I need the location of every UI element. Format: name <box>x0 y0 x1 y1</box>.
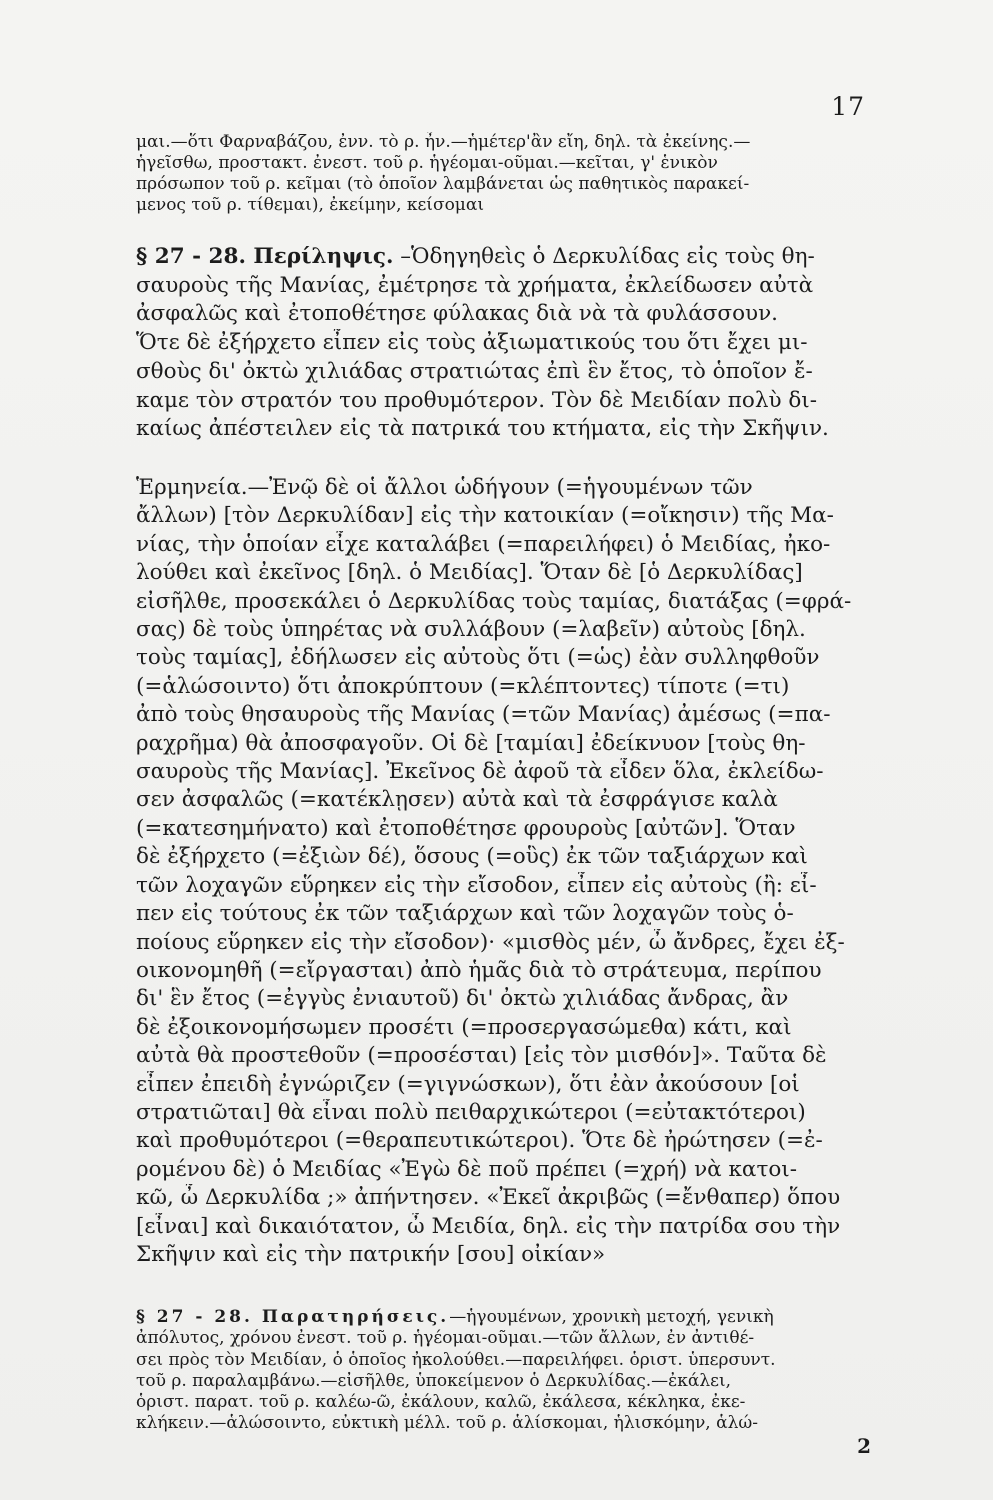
page-number: 17 <box>831 92 865 121</box>
interpretation-paragraph <box>136 474 898 1269</box>
text-line: Σκῆψιν καὶ εἰς τὴν πατρικήν [σου] οἰκίαν» <box>136 1241 606 1267</box>
text-line: ραχρῆμα) θὰ ἀποσφαγοῦν. Οἱ δὲ [ταμίαι] ἐδείκνυον [τοὺς θη- <box>136 730 806 756</box>
text-line: σαυροὺς τῆς Μανίας]. Ἐκεῖνος δὲ ἀφοῦ τὰ εἶδεν ὅλα, ἐκλείδω- <box>136 759 824 785</box>
text-line <box>136 243 898 272</box>
text-line: δὲ ἐξήρχετο (=ἐξιὼν δέ), ὅσους (=οὓς) ἐκ τῶν ταξιάρχων καὶ <box>136 844 808 870</box>
text-line: εἶπεν ἐπειδὴ ἐγνώριζεν (=γιγνώσκων), ὅτι ἐὰν ἀκούσουν [οἱ <box>136 1071 800 1097</box>
text-line: τῶν λοχαγῶν εὕρηκεν εἰς τὴν εἴσοδον, εἶπεν εἰς αὐτοὺς (ἢ: εἶ- <box>136 872 817 898</box>
text-line: νίας, τὴν ὁποίαν εἶχε καταλάβει (=παρειλήφει) ὁ Μειδίας, ἠκο- <box>136 531 831 557</box>
text-line: ρομένου δὲ) ὁ Μειδίας «Ἐγὼ δὲ ποῦ πρέπει (=χρή) νὰ κατοι- <box>136 1156 797 1182</box>
text-line: οικονομηθῆ (=εἴργασται) ἀπὸ ἡμᾶς διὰ τὸ στράτευμα, περίπου <box>136 957 822 983</box>
notes-intro <box>136 132 898 216</box>
interpretation-heading: Ἑρμηνεία. <box>136 475 248 500</box>
text-line <box>136 1307 898 1328</box>
text-line: καμε τὸν στρατόν του προθυμότερον. Τὸν δὲ Μειδίαν πολὺ δι- <box>136 387 817 413</box>
interpretation-line: —Ἐνῷ δὲ οἱ ἄλλοι ὡδήγουν (=ἡγουμένων τῶν <box>247 475 753 500</box>
text-line: τοὺς ταμίας], ἐδήλωσεν εἰς αὐτοὺς ὅτι (=ὡς) ἐὰν συλληφθοῦν <box>136 645 820 671</box>
text-line: μενος τοῦ ρ. τίθεμαι), ἐκείμην, κείσομαι <box>136 195 485 215</box>
text-line: μαι.—ὅτι Φαρναβάζου, ἐνν. τὸ ρ. ἦν.—ἡμέτερ'ἂν εἴη, δηλ. τὰ ἐκείνης.— <box>136 132 751 152</box>
remarks-heading: § 27 - 28. Παρατηρήσεις. <box>136 1307 450 1327</box>
text-line: σθοὺς δι' ὀκτὼ χιλιάδας στρατιώτας ἐπὶ ἓν ἔτος, τὸ ὁποῖον ἔ- <box>136 358 813 384</box>
text-line: (=ἁλώσοιντο) ὅτι ἀποκρύπτουν (=κλέπτοντες) τίποτε (=τι) <box>136 673 790 699</box>
remarks-paragraph <box>136 1307 898 1435</box>
text-line: τοῦ ρ. παραλαμβάνω.—εἰσῆλθε, ὑποκείμενον ὁ Δερκυλίδας.—ἐκάλει, <box>136 1370 732 1391</box>
signature-mark: 2 <box>857 1434 871 1458</box>
text-line: ποίους εὕρηκεν εἰς τὴν εἴσοδον)· «μισθὸς μέν, ὦ ἄνδρες, ἔχει ἐξ- <box>136 929 845 955</box>
text-line: σαυροὺς τῆς Μανίας, ἐμέτρησε τὰ χρήματα, ἐκλείδωσεν αὐτὰ <box>136 272 814 298</box>
summary-line: –Ὁδηγηθεὶς ὁ Δερκυλίδας εἰς τοὺς θη- <box>400 244 815 269</box>
summary-paragraph <box>136 243 898 444</box>
summary-heading: § 27 - 28. Περίληψις. <box>136 244 394 269</box>
text-line: ἀπόλυτος, χρόνου ἐνεστ. τοῦ ρ. ἡγέομαι-οῦμαι.—τῶν ἄλλων, ἐν ἀντιθέ- <box>136 1328 755 1349</box>
text-line: ἀπὸ τοὺς θησαυροὺς τῆς Μανίας (=τῶν Μανίας) ἀμέσως (=πα- <box>136 702 831 728</box>
text-line: στρατιῶται] θὰ εἶναι πολὺ πειθαρχικώτεροι (=εὐτακτότεροι) <box>136 1099 806 1125</box>
text-line: [εἶναι] καὶ δικαιότατον, ὦ Μειδία, δηλ. εἰς τὴν πατρίδα σου τὴν <box>136 1213 841 1239</box>
text-line: σεν ἀσφαλῶς (=κατέκλῃσεν) αὐτὰ καὶ τὰ ἐσφράγισε καλὰ <box>136 787 778 813</box>
text-line: δὲ ἐξοικονομήσωμεν προσέτι (=προσεργασώμεθα) κάτι, καὶ <box>136 1014 792 1040</box>
text-line: ὁριστ. παρατ. τοῦ ρ. καλέω-ῶ, ἐκάλουν, καλῶ, ἐκάλεσα, κέκληκα, ἐκε- <box>136 1392 746 1413</box>
text-line: ἡγεῖσθω, προστακτ. ἐνεστ. τοῦ ρ. ἡγέομαι-οῦμαι.—κεῖται, γ' ἑνικὸν <box>136 153 718 173</box>
text-line: κῶ, ὦ Δερκυλίδα ;» ἀπήντησεν. «Ἐκεῖ ἀκριβῶς (=ἔνθαπερ) ὅπου <box>136 1185 841 1211</box>
text-line <box>136 474 898 502</box>
text-line: ἀσφαλῶς καὶ ἐτοποθέτησε φύλακας διὰ νὰ τὰ φυλάσσουν. <box>136 301 779 327</box>
text-line: ἄλλων) [τὸν Δερκυλίδαν] εἰς τὴν κατοικίαν (=οἴκησιν) τῆς Μα- <box>136 503 834 529</box>
text-line: αὐτὰ θὰ προστεθοῦν (=προσέσται) [εἰς τὸν μισθόν]». Ταῦτα δὲ <box>136 1043 827 1069</box>
text-line: σας) δὲ τοὺς ὑπηρέτας νὰ συλλάβουν (=λαβεῖν) αὐτοὺς [δηλ. <box>136 617 806 643</box>
remarks-line: —ἡγουμένων, χρονικὴ μετοχή, γενικὴ <box>449 1307 774 1327</box>
text-line: Ὅτε δὲ ἐξήρχετο εἶπεν εἰς τοὺς ἀξιωματικούς του ὅτι ἔχει μι- <box>136 330 808 356</box>
text-line: πρόσωπον τοῦ ρ. κεῖμαι (τὸ ὁποῖον λαμβάνεται ὡς παθητικὸς παρακεί- <box>136 174 750 194</box>
text-line: λούθει καὶ ἐκεῖνος [δηλ. ὁ Μειδίας]. Ὅταν δὲ [ὁ Δερκυλίδας] <box>136 560 803 586</box>
text-line: εἰσῆλθε, προσεκάλει ὁ Δερκυλίδας τοὺς ταμίας, διατάξας (=φρά- <box>136 588 852 614</box>
text-line: δι' ἓν ἔτος (=ἐγγὺς ἐνιαυτοῦ) δι' ὀκτὼ χιλιάδας ἄνδρας, ἂν <box>136 986 789 1012</box>
text-line: σει πρὸς τὸν Μειδίαν, ὁ ὁποῖος ἠκολούθει.—παρειλήφει. ὁριστ. ὑπερσυντ. <box>136 1349 776 1370</box>
text-line: κλήκειν.—ἁλώσοιντο, εὐκτικὴ μέλλ. τοῦ ρ. ἁλίσκομαι, ἡλισκόμην, ἁλώ- <box>136 1413 758 1434</box>
text-line: καίως ἀπέστειλεν εἰς τὰ πατρικά του κτήματα, εἰς τὴν Σκῆψιν. <box>136 416 829 442</box>
text-line: πεν εἰς τούτους ἐκ τῶν ταξιάρχων καὶ τῶν λοχαγῶν τοὺς ὁ- <box>136 901 794 927</box>
text-line: καὶ προθυμότεροι (=θεραπευτικώτεροι). Ὅτε δὲ ἠρώτησεν (=ἐ- <box>136 1128 823 1154</box>
text-line: (=κατεσημήνατο) καὶ ἐτοποθέτησε φρουροὺς [αὐτῶν]. Ὅταν <box>136 815 796 841</box>
